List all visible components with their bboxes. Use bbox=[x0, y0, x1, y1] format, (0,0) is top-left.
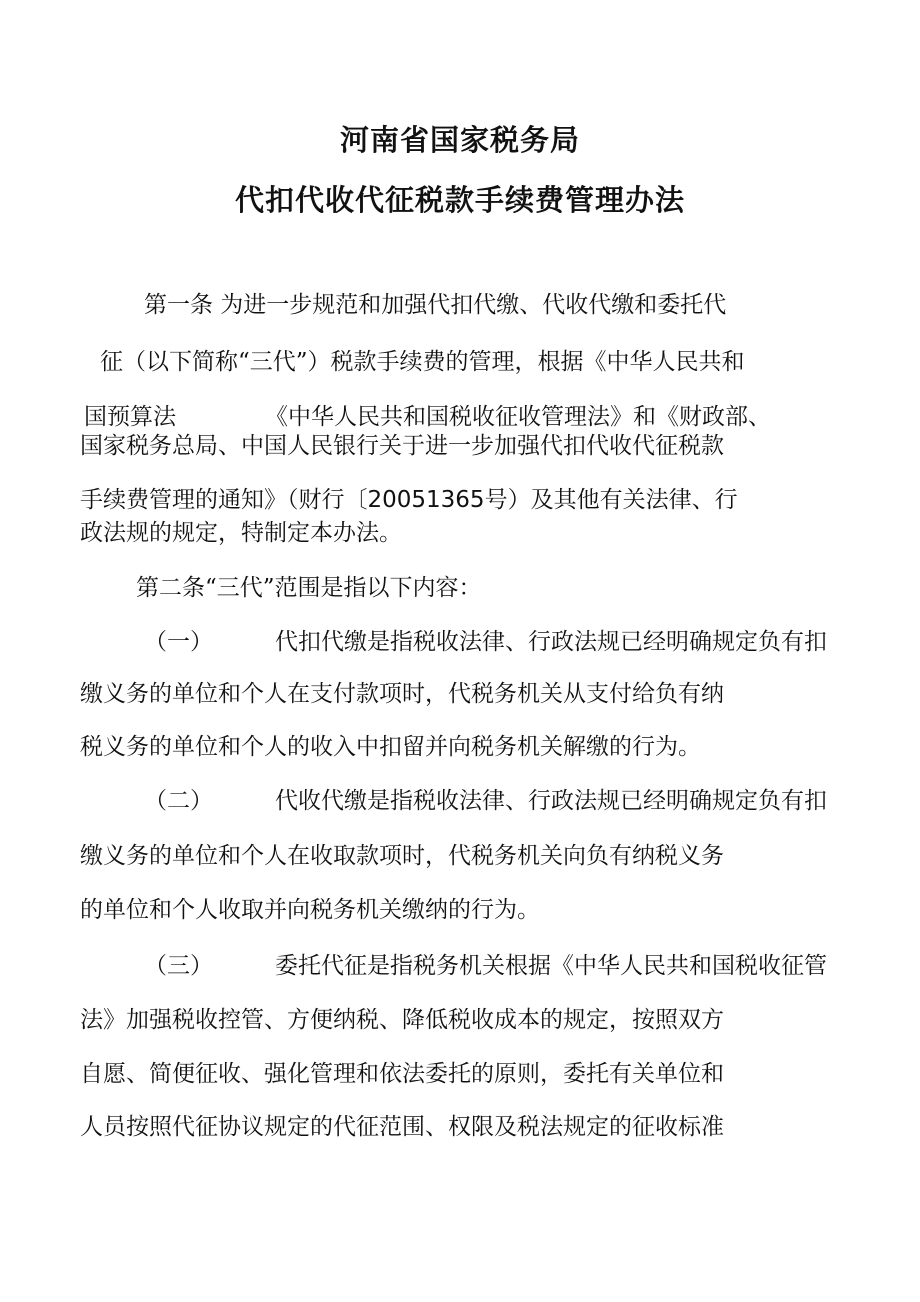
article-1-line-with-number bbox=[80, 489, 738, 512]
item-text: 委托代征是指税务机关根据《中华人民共和国税收征管 bbox=[275, 953, 827, 979]
item-line: 税义务的单位和个人的收入中扣留并向税务机关解缴的行为。 bbox=[80, 734, 701, 760]
item-line: 法》加强税收控管、方便纳税、降低税收成本的规定，按照双方 bbox=[80, 1007, 724, 1033]
article-2-heading: 第二条“三代”范围是指以下内容： bbox=[136, 575, 482, 601]
article-1-line: 征（以下简称“三代”）税款手续费的管理，根据《中华人民共和 bbox=[100, 349, 745, 375]
item-line: 缴义务的单位和个人在收取款项时，代税务机关向负有纳税义务 bbox=[80, 843, 724, 869]
item-text: 代收代缴是指税收法律、行政法规已经明确规定负有扣 bbox=[275, 788, 827, 814]
item-first-line bbox=[144, 790, 827, 813]
item-line: 的单位和个人收取并向税务机关缴纳的行为。 bbox=[80, 897, 540, 923]
item-marker: （三） bbox=[144, 953, 213, 979]
document-number: 20051365 bbox=[367, 487, 485, 513]
article-1-line: 国家税务总局、中国人民银行关于进一步加强代扣代收代征税款 bbox=[80, 433, 724, 459]
item-text: 代扣代缴是指税收法律、行政法规已经明确规定负有扣 bbox=[275, 629, 827, 655]
article-1-line: 第一条 为进一步规范和加强代扣代缴、代收代缴和委托代 bbox=[144, 292, 727, 318]
item-first-line bbox=[144, 955, 827, 978]
document-title-line-2: 代扣代收代征税款手续费管理办法 bbox=[234, 183, 685, 217]
item-marker: （二） bbox=[144, 788, 213, 814]
article-1-line: 政法规的规定，特制定本办法。 bbox=[80, 520, 402, 546]
article-1-text: 手续费管理的通知》（财行〔 bbox=[80, 487, 368, 513]
article-1-line: 国预算法 bbox=[84, 404, 176, 430]
item-first-line bbox=[144, 631, 827, 654]
item-line: 自愿、简便征收、强化管理和依法委托的原则，委托有关单位和 bbox=[80, 1061, 724, 1087]
article-1-text: 号）及其他有关法律、行 bbox=[484, 487, 738, 513]
item-line: 缴义务的单位和个人在支付款项时，代税务机关从支付给负有纳 bbox=[80, 681, 724, 707]
item-marker: （一） bbox=[144, 629, 213, 655]
article-1-line: 《中华人民共和国税收征收管理法》和《财政部、 bbox=[265, 404, 771, 430]
item-line: 人员按照代征协议规定的代征范围、权限及税法规定的征收标准 bbox=[80, 1114, 724, 1140]
document-title-line-1: 河南省国家税务局 bbox=[339, 123, 580, 157]
